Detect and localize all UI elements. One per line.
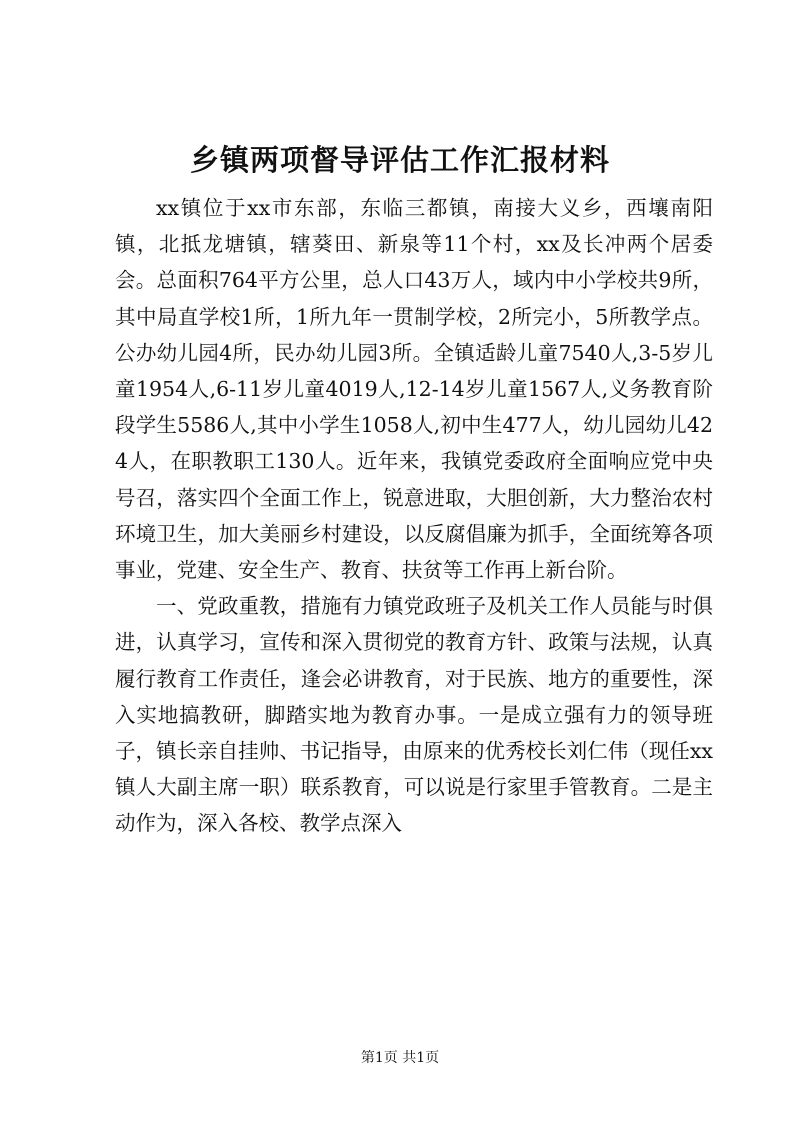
document-body	[115, 190, 713, 842]
paragraph-intro: xx镇位于xx市东部，东临三都镇，南接大义乡，西壤南阳镇，北抵龙塘镇，辖葵田、新泉等11个村，xx及长冲两个居委会。总面积764平方公里，总人口43万人，域内中小学校共9所，其中局直学校1所，1所九年一贯制学校，2所完小，5所教学点。公办幼儿园4所，民办幼儿园3所。全镇适龄儿童7540人,3-5岁儿童1954人,6-11岁儿童4019人,12-14岁儿童1567人,义务教育阶段学生5586人,其中小学生1058人,初中生477人，幼儿园幼儿424人，在职教职工130人。近年来，我镇党委政府全面响应党中央号召，落实四个全面工作上，锐意进取，大胆创新，大力整治农村环境卫生，加大美丽乡村建设，以反腐倡廉为抓手，全面统筹各项事业，党建、安全生产、教育、扶贫等工作再上新台阶。	[115, 196, 713, 583]
page-footer: 第1页 共1页	[360, 1050, 440, 1066]
document-title: 乡镇两项督导评估工作汇报材料	[189, 143, 610, 177]
paragraph-section-one: 一、党政重教，措施有力镇党政班子及机关工作人员能与时俱进，认真学习，宣传和深入贯彻党的教育方针、政策与法规，认真履行教育工作责任，逢会必讲教育，对于民族、地方的重要性，深入实地搞教研，脚踏实地为教育办事。一是成立强有力的领导班子，镇长亲自挂帅、书记指导，由原来的优秀校长刘仁伟（现任xx镇人大副主席一职）联系教育，可以说是行家里手管教育。二是主动作为，深入各校、教学点深入	[115, 594, 713, 836]
